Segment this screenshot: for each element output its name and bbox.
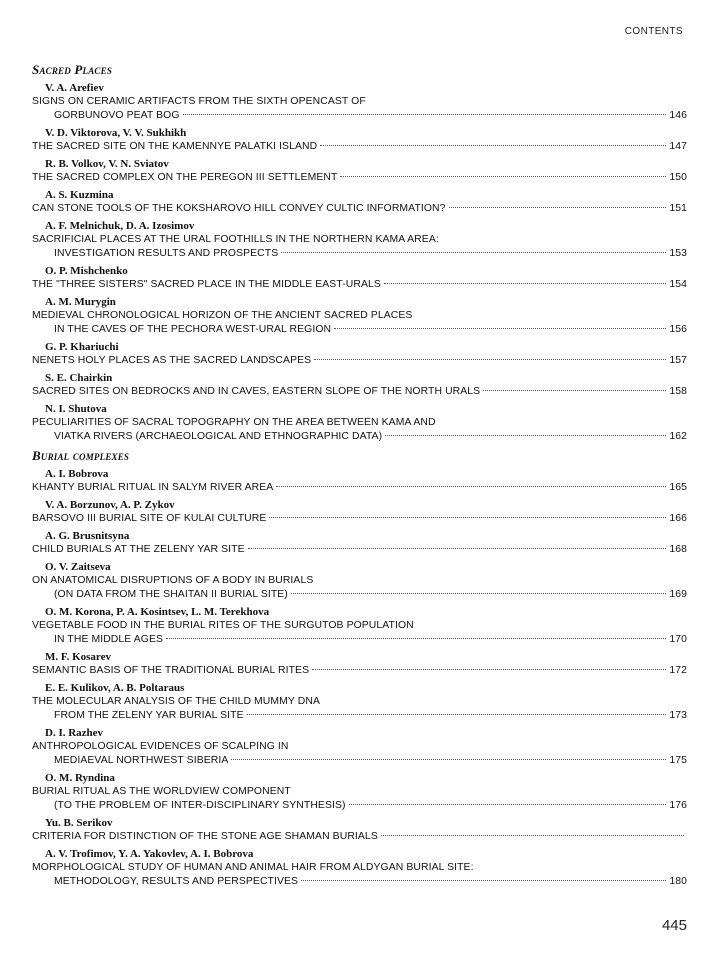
entry-title-line <box>32 512 687 526</box>
entry-title-text: THE SACRED SITE ON THE KAMENNYE PALATKI ISLAND <box>32 141 318 152</box>
entry-title-text: THE "THREE SISTERS" SACRED PLACE IN THE MIDDLE EAST-URALS <box>32 279 381 290</box>
entry-title-line <box>32 664 687 678</box>
entry-title-text: MORPHOLOGICAL STUDY OF HUMAN AND ANIMAL HAIR FROM ALDYGAN BURIAL SITE: <box>32 862 474 873</box>
dot-leader <box>334 328 666 329</box>
toc-entry[interactable] <box>32 561 687 602</box>
dot-leader <box>269 517 666 518</box>
entry-title-line <box>32 481 687 495</box>
entry-title-line <box>32 385 687 399</box>
toc-entry[interactable] <box>32 189 687 216</box>
dot-leader <box>320 145 666 146</box>
entry-title-line <box>32 95 687 109</box>
toc-entry[interactable] <box>32 848 687 889</box>
entry-page-number: 165 <box>669 482 687 493</box>
entry-page-number: 168 <box>669 544 687 555</box>
entry-authors: E. E. Kulikov, A. B. Poltaraus <box>45 682 185 694</box>
entry-page-number: 180 <box>669 876 687 887</box>
dot-leader <box>291 593 666 594</box>
entry-title-line <box>32 799 687 813</box>
entry-authors: Yu. B. Serikov <box>45 817 113 829</box>
entry-title-line <box>32 416 687 430</box>
toc-entry[interactable] <box>32 82 687 123</box>
entry-page-number: 176 <box>669 800 687 811</box>
entry-title-line <box>32 695 687 709</box>
section-title: Sacred Places <box>32 62 113 77</box>
entry-title-line <box>32 543 687 557</box>
entry-authors: V. A. Arefiev <box>45 82 104 94</box>
entry-page-number: 172 <box>669 665 687 676</box>
entry-title-text: CHILD BURIALS AT THE ZELENY YAR SITE <box>32 544 245 555</box>
dot-leader <box>248 548 667 549</box>
dot-leader <box>281 252 666 253</box>
entry-page-number: 150 <box>669 172 687 183</box>
entry-title-text: KHANTY BURIAL RITUAL IN SALYM RIVER AREA <box>32 482 274 493</box>
toc-entry[interactable] <box>32 403 687 444</box>
entry-title-text: THE SACRED COMPLEX ON THE PEREGON III SETTLEMENT <box>32 172 338 183</box>
entry-title-text: NENETS HOLY PLACES AS THE SACRED LANDSCAPES <box>32 355 312 366</box>
entry-title-text: BURIAL RITUAL AS THE WORLDVIEW COMPONENT <box>32 786 291 797</box>
page-number: 445 <box>661 917 687 934</box>
entry-authors: O. P. Mishchenko <box>45 265 128 277</box>
entry-authors: O. V. Zaitseva <box>45 561 111 573</box>
dot-leader <box>385 435 666 436</box>
entry-title-line <box>32 171 687 185</box>
toc-entry[interactable] <box>32 682 687 723</box>
entry-title-text: (TO THE PROBLEM OF INTER-DISCIPLINARY SYNTHESIS) <box>54 800 346 811</box>
section-title: Burial complexes <box>32 448 130 463</box>
entry-authors: V. D. Viktorova, V. V. Sukhikh <box>45 127 187 139</box>
entry-title-line <box>32 278 687 292</box>
entry-authors: N. I. Shutova <box>45 403 107 415</box>
entry-authors: A. I. Bobrova <box>45 468 109 480</box>
entry-title-text: METHODOLOGY, RESULTS AND PERSPECTIVES <box>54 876 299 887</box>
entry-title-line <box>32 354 687 368</box>
entry-title-text: ANTHROPOLOGICAL EVIDENCES OF SCALPING IN <box>32 741 289 752</box>
dot-leader <box>349 804 667 805</box>
entry-title-line <box>32 140 687 154</box>
dot-leader <box>166 638 666 639</box>
dot-leader <box>384 283 666 284</box>
entry-authors: A. G. Brusnitsyna <box>45 530 130 542</box>
entry-title-line <box>32 785 687 799</box>
entry-title-line <box>32 202 687 216</box>
dot-leader <box>314 359 666 360</box>
entry-title-line <box>32 875 687 889</box>
toc-entry[interactable] <box>32 158 687 185</box>
entry-authors: A. F. Melnichuk, D. A. Izosimov <box>45 220 195 232</box>
entry-page-number: 151 <box>669 203 687 214</box>
entry-title-text: INVESTIGATION RESULTS AND PROSPECTS <box>54 248 279 259</box>
entry-authors: M. F. Kosarev <box>45 651 111 663</box>
dot-leader <box>183 114 667 115</box>
entry-page-number: 157 <box>669 355 687 366</box>
entry-page-number: 170 <box>669 634 687 645</box>
entry-authors: D. I. Razhev <box>45 727 104 739</box>
entry-page-number: 158 <box>669 386 687 397</box>
entry-authors: A. M. Murygin <box>45 296 116 308</box>
entry-title-line <box>32 619 687 633</box>
running-header: CONTENTS <box>624 26 683 37</box>
entry-page-number: 153 <box>669 248 687 259</box>
entry-title-text: CAN STONE TOOLS OF THE KOKSHAROVO HILL CONVEY CULTIC INFORMATION? <box>32 203 446 214</box>
entry-title-line <box>32 754 687 768</box>
entry-page-number: 175 <box>669 755 687 766</box>
dot-leader <box>449 207 667 208</box>
toc-entry[interactable] <box>32 372 687 399</box>
entry-title-text: VIATKA RIVERS (ARCHAEOLOGICAL AND ETHNOGRAPHIC DATA) <box>54 431 383 442</box>
dot-leader <box>483 390 666 391</box>
entry-authors: S. E. Chairkin <box>45 372 113 384</box>
entry-title-text: SEMANTIC BASIS OF THE TRADITIONAL BURIAL RITES <box>32 665 310 676</box>
entry-title-text: IN THE CAVES OF THE PECHORA WEST-URAL REGION <box>54 324 332 335</box>
dot-leader <box>231 759 666 760</box>
entry-page-number: 169 <box>669 589 687 600</box>
toc-entry[interactable] <box>32 341 687 368</box>
toc-entry[interactable] <box>32 606 687 647</box>
entry-title-text: (ON DATA FROM THE SHAITAN II BURIAL SITE) <box>54 589 288 600</box>
entry-page-number: 147 <box>669 141 687 152</box>
entry-title-text: BARSOVO III BURIAL SITE OF KULAI CULTURE <box>32 513 267 524</box>
entry-title-line <box>32 233 687 247</box>
entry-title-line <box>32 430 687 444</box>
toc-entry[interactable] <box>32 817 687 844</box>
entry-authors: R. B. Volkov, V. N. Sviatov <box>45 158 169 170</box>
entry-title-line <box>32 323 687 337</box>
entry-title-line <box>32 830 687 844</box>
entry-page-number: 146 <box>669 110 687 121</box>
entry-title-text: MEDIAEVAL NORTHWEST SIBERIA <box>54 755 229 766</box>
entry-title-text: SIGNS ON CERAMIC ARTIFACTS FROM THE SIXTH OPENCAST OF <box>32 96 366 107</box>
dot-leader <box>340 176 666 177</box>
entry-title-line <box>32 709 687 723</box>
entry-title-text: FROM THE ZELENY YAR BURIAL SITE <box>54 710 244 721</box>
entry-title-line <box>32 633 687 647</box>
toc-entry[interactable] <box>32 530 687 557</box>
dot-leader <box>276 486 666 487</box>
dot-leader <box>301 880 666 881</box>
dot-leader <box>312 669 666 670</box>
toc-entry[interactable] <box>32 727 687 768</box>
entry-title-text: ON ANATOMICAL DISRUPTIONS OF A BODY IN BURIALS <box>32 575 314 586</box>
entry-page-number: 154 <box>669 279 687 290</box>
toc-entry[interactable] <box>32 265 687 292</box>
entry-authors: V. A. Borzunov, A. P. Zykov <box>45 499 175 511</box>
entry-title-text: MEDIEVAL CHRONOLOGICAL HORIZON OF THE ANCIENT SACRED PLACES <box>32 310 413 321</box>
toc-entry[interactable] <box>32 772 687 813</box>
toc-entry[interactable] <box>32 651 687 678</box>
entry-title-line <box>32 309 687 323</box>
entry-page-number: 156 <box>669 324 687 335</box>
entry-title-line <box>32 109 687 123</box>
entry-page-number: 166 <box>669 513 687 524</box>
entry-page-number: 173 <box>669 710 687 721</box>
entry-title-text: PECULIARITIES OF SACRAL TOPOGRAPHY ON THE AREA BETWEEN KAMA AND <box>32 417 436 428</box>
dot-leader <box>381 835 684 836</box>
toc-entry[interactable] <box>32 468 687 495</box>
entry-title-line <box>32 574 687 588</box>
entry-authors: O. M. Korona, P. A. Kosintsev, L. M. Terekhova <box>45 606 270 618</box>
dot-leader <box>247 714 667 715</box>
entry-authors: O. M. Ryndina <box>45 772 115 784</box>
entry-title-line <box>32 861 687 875</box>
entry-title-line <box>32 740 687 754</box>
entry-title-text: CRITERIA FOR DISTINCTION OF THE STONE AGE SHAMAN BURIALS <box>32 831 378 842</box>
entry-title-text: SACRIFICIAL PLACES AT THE URAL FOOTHILLS IN THE NORTHERN KAMA AREA: <box>32 234 439 245</box>
table-of-contents <box>32 62 687 893</box>
entry-title-text: IN THE MIDDLE AGES <box>54 634 164 645</box>
entry-authors: G. P. Khariuchi <box>45 341 119 353</box>
toc-entry[interactable] <box>32 220 687 261</box>
entry-title-text: THE MOLECULAR ANALYSIS OF THE CHILD MUMMY DNA <box>32 696 320 707</box>
entry-authors: A. S. Kuzmina <box>45 189 114 201</box>
entry-page-number: 162 <box>669 431 687 442</box>
toc-entry[interactable] <box>32 127 687 154</box>
entry-authors: A. V. Trofimov, Y. A. Yakovlev, A. I. Bobrova <box>45 848 254 860</box>
entry-title-text: SACRED SITES ON BEDROCKS AND IN CAVES, EASTERN SLOPE OF THE NORTH URALS <box>32 386 481 397</box>
toc-entry[interactable] <box>32 499 687 526</box>
entry-title-line <box>32 588 687 602</box>
entry-title-text: GORBUNOVO PEAT BOG <box>54 110 180 121</box>
toc-entry[interactable] <box>32 296 687 337</box>
entry-title-text: VEGETABLE FOOD IN THE BURIAL RITES OF THE SURGUTOB POPULATION <box>32 620 414 631</box>
entry-title-line <box>32 247 687 261</box>
